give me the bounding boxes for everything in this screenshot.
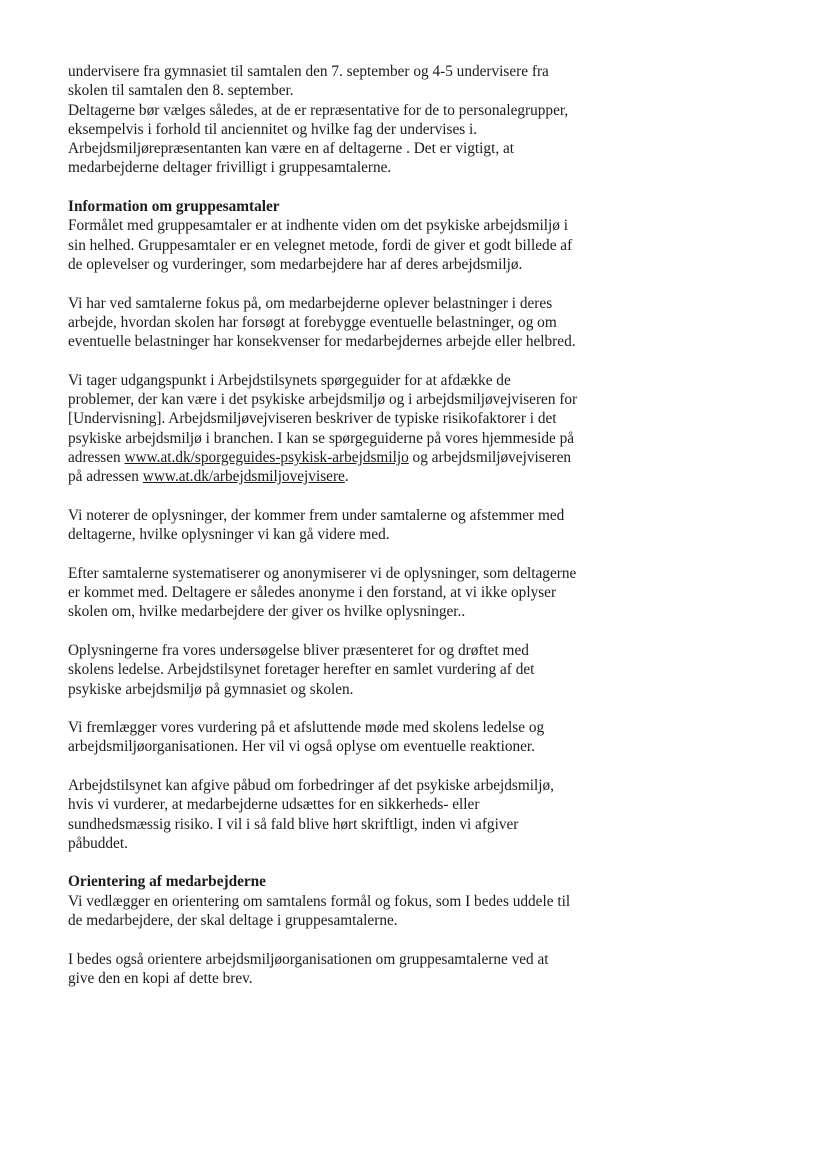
copy-paragraph — [68, 950, 768, 989]
text-line: [Undervisning]. Arbejdsmiljøvejviseren beskriver de typiske risikofaktorer i det — [68, 410, 557, 428]
text-line: psykiske arbejdsmiljø i branchen. I kan se spørgeguiderne på vores hjemmeside på — [68, 429, 575, 447]
text-line-with-link — [68, 467, 768, 486]
section-heading-information: Information om gruppesamtaler — [68, 198, 280, 216]
text-line: medarbejderne deltager frivilligt i gruppesamtalerne. — [68, 159, 392, 177]
text-line: skolen om, hvilke medarbejdere der giver os hvilke oplysninger.. — [68, 603, 466, 621]
intro-paragraph — [68, 62, 768, 178]
link-suffix: og arbejdsmiljøvejviseren — [408, 448, 572, 466]
orientation-paragraph — [68, 872, 768, 930]
text-line: undervisere fra gymnasiet til samtalen den 7. september og 4-5 undervisere fra — [68, 63, 549, 80]
text-line: sundhedsmæssig risiko. I vil i så fald blive hørt skriftligt, inden vi afgiver — [68, 815, 519, 833]
text-line: sin helhed. Gruppesamtaler er en velegnet metode, fordi de giver et godt billede af — [68, 236, 573, 254]
link-prefix: på adressen — [68, 468, 143, 486]
text-line: skolen til samtalen den 8. september. — [68, 82, 294, 100]
text-line: de medarbejdere, der skal deltage i gruppesamtalerne. — [68, 912, 398, 930]
text-line: arbejdsmiljøorganisationen. Her vil vi også oplyse om eventuelle reaktioner. — [68, 738, 536, 756]
text-line: I bedes også orientere arbejdsmiljøorganisationen om gruppesamtalerne ved at — [68, 950, 549, 968]
text-line: arbejde, hvordan skolen har forsøgt at forebygge eventuelle belastninger, og om — [68, 313, 557, 331]
text-line: påbuddet. — [68, 834, 128, 852]
guides-paragraph — [68, 371, 768, 487]
text-line: Efter samtalerne systematiserer og anonymiserer vi de oplysninger, som deltagerne — [68, 564, 577, 582]
text-line: er kommet med. Deltagere er således anonyme i den forstand, at vi ikke oplyser — [68, 584, 557, 602]
injunction-paragraph — [68, 776, 768, 853]
info-intro-paragraph — [68, 197, 768, 274]
text-line: give den en kopi af dette brev. — [68, 969, 253, 987]
text-line: Vi har ved samtalerne fokus på, om medarbejderne oplever belastninger i deres — [68, 294, 553, 312]
notes-paragraph — [68, 506, 768, 545]
text-line: deltagerne, hvilke oplysninger vi kan gå videre med. — [68, 526, 390, 544]
text-line: psykiske arbejdsmiljø på gymnasiet og skolen. — [68, 680, 354, 698]
focus-paragraph — [68, 294, 768, 352]
text-line: Formålet med gruppesamtaler er at indhente viden om det psykiske arbejdsmiljø i — [68, 217, 568, 235]
text-line: Arbejdsmiljørepræsentanten kan være en af deltagerne . Det er vigtigt, at — [68, 140, 515, 158]
link-suffix: . — [344, 468, 349, 486]
text-line: de oplevelser og vurderinger, som medarbejdere har af deres arbejdsmiljø. — [68, 255, 523, 273]
letter-page — [68, 62, 768, 1008]
text-line: Vi fremlægger vores vurdering på et afsluttende møde med skolens ledelse og — [68, 719, 545, 737]
sporgeguides-link[interactable]: www.at.dk/sporgeguides-psykisk-arbejdsmiljo — [124, 448, 409, 466]
text-line: hvis vi vurderer, at medarbejderne udsættes for en sikkerheds- eller — [68, 796, 480, 814]
text-line: Vi noterer de oplysninger, der kommer frem under samtalerne og afstemmer med — [68, 506, 565, 524]
text-line-with-link — [68, 448, 768, 467]
text-line: Vi vedlægger en orientering om samtalens formål og fokus, som I bedes uddele til — [68, 892, 571, 910]
section-heading-orientation: Orientering af medarbejderne — [68, 873, 266, 891]
text-line: Arbejdstilsynet kan afgive påbud om forbedringer af det psykiske arbejdsmiljø, — [68, 776, 554, 794]
text-line: Deltagerne bør vælges således, at de er repræsentative for de to personalegrupper, — [68, 101, 569, 119]
text-line: eksempelvis i forhold til anciennitet og hvilke fag der undervises i. — [68, 120, 478, 138]
text-line: eventuelle belastninger har konsekvenser for medarbejdernes arbejde eller helbred. — [68, 333, 576, 351]
link-prefix: adressen — [68, 448, 125, 466]
anonymity-paragraph — [68, 564, 768, 622]
text-line: skolens ledelse. Arbejdstilsynet foretager herefter en samlet vurdering af det — [68, 661, 535, 679]
text-line: problemer, der kan være i det psykiske arbejdsmiljø og i arbejdsmiljøvejviseren for — [68, 391, 578, 409]
presentation-paragraph — [68, 641, 768, 699]
arbejdsmiljovejvisere-link[interactable]: www.at.dk/arbejdsmiljovejvisere — [142, 468, 345, 486]
meeting-paragraph — [68, 718, 768, 757]
text-line: Oplysningerne fra vores undersøgelse bliver præsenteret for og drøftet med — [68, 641, 529, 659]
text-line: Vi tager udgangspunkt i Arbejdstilsynets spørgeguider for at afdække de — [68, 371, 511, 389]
